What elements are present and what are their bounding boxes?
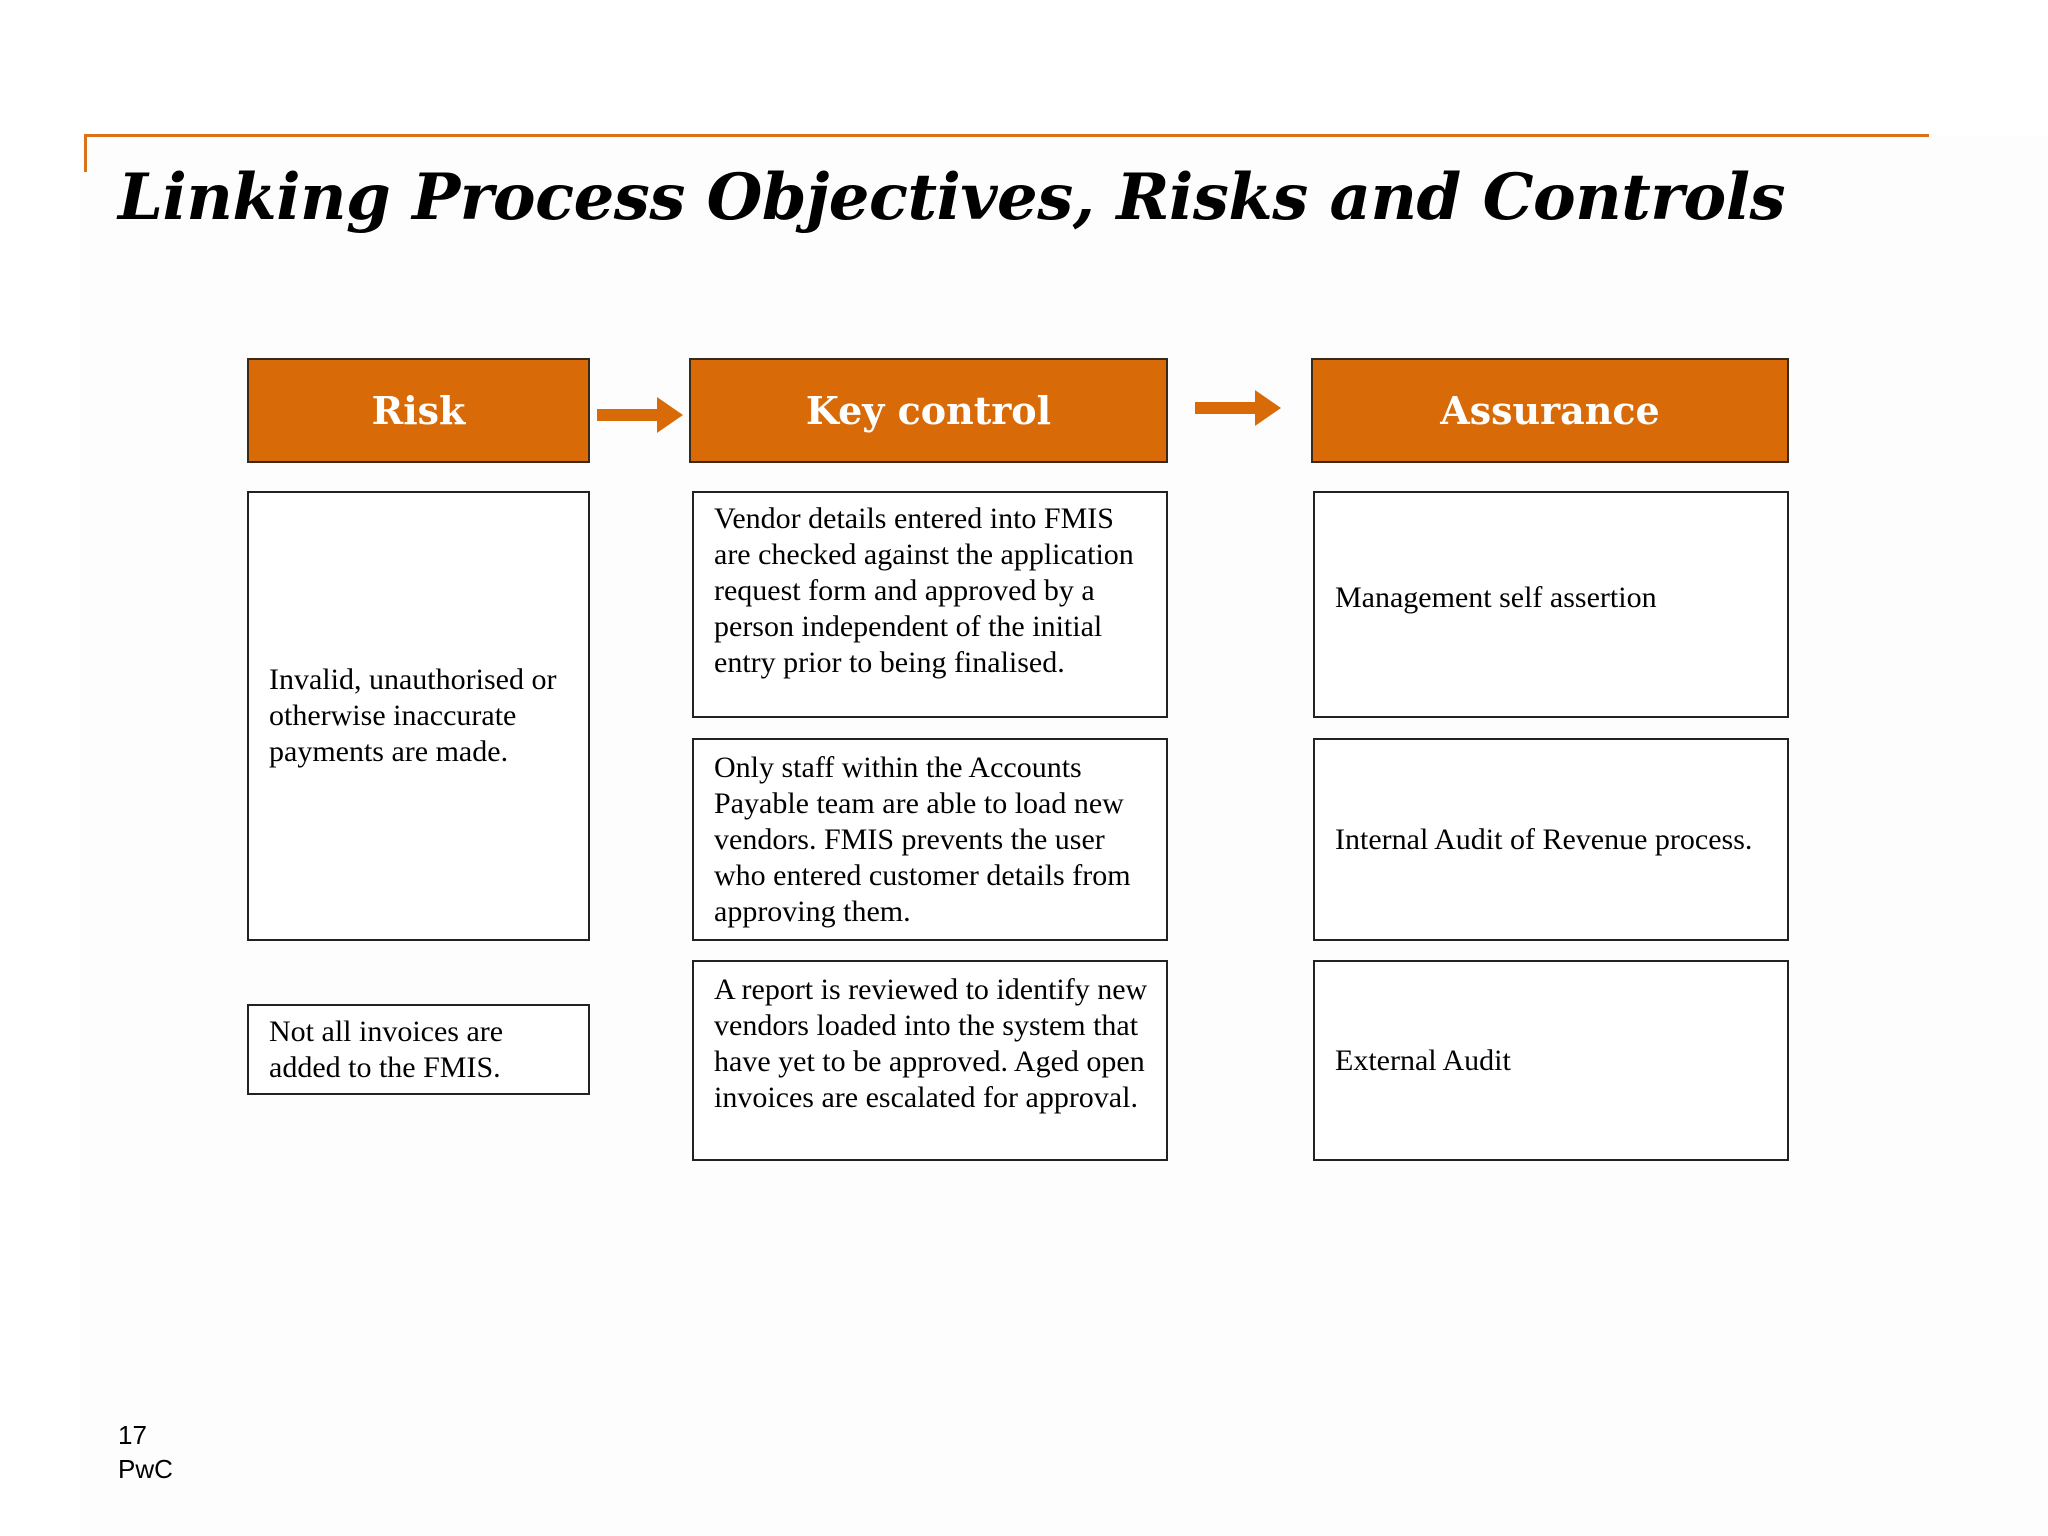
assurance-text: Management self assertion [1335, 580, 1657, 614]
risk-box-missing-invoices [247, 1004, 590, 1095]
control-text: Vendor details entered into FMIS are checked against the application request form and approved by a person independent of the initial entry prior to being finalised. [714, 502, 1134, 679]
assurance-text: Internal Audit of Revenue process. [1335, 822, 1753, 856]
control-text: Only staff within the Accounts Payable team are able to load new vendors. FMIS prevents the user who entered customer details from approving them. [714, 751, 1131, 928]
assurance-box-internal-audit [1313, 738, 1789, 941]
risk-box-invalid-payments [247, 491, 590, 941]
arrow-right-icon [597, 395, 687, 435]
title-rule [84, 134, 1929, 137]
control-box-ap-staff [692, 738, 1168, 941]
page-title: Linking Process Objectives, Risks and Controls [118, 160, 1786, 235]
header-key-control: Key control [689, 358, 1168, 463]
risk-text: Invalid, unauthorised or otherwise inaccurate payments are made. [269, 663, 557, 768]
risk-text: Not all invoices are added to the FMIS. [269, 1014, 504, 1084]
control-text: A report is reviewed to identify new vendors loaded into the system that have yet to be approved. Aged open invoices are escalated for approval. [714, 973, 1148, 1114]
brand-label: PwC [118, 1454, 173, 1484]
assurance-box-external-audit [1313, 960, 1789, 1161]
assurance-box-management [1313, 491, 1789, 718]
assurance-text: External Audit [1335, 1043, 1511, 1077]
title-rule-tick [84, 134, 87, 172]
control-box-report-review [692, 960, 1168, 1161]
arrow-right-icon [1195, 388, 1285, 428]
header-assurance: Assurance [1311, 358, 1789, 463]
page-number: 17 [118, 1420, 147, 1450]
control-box-vendor-check [692, 491, 1168, 718]
header-risk: Risk [247, 358, 590, 463]
